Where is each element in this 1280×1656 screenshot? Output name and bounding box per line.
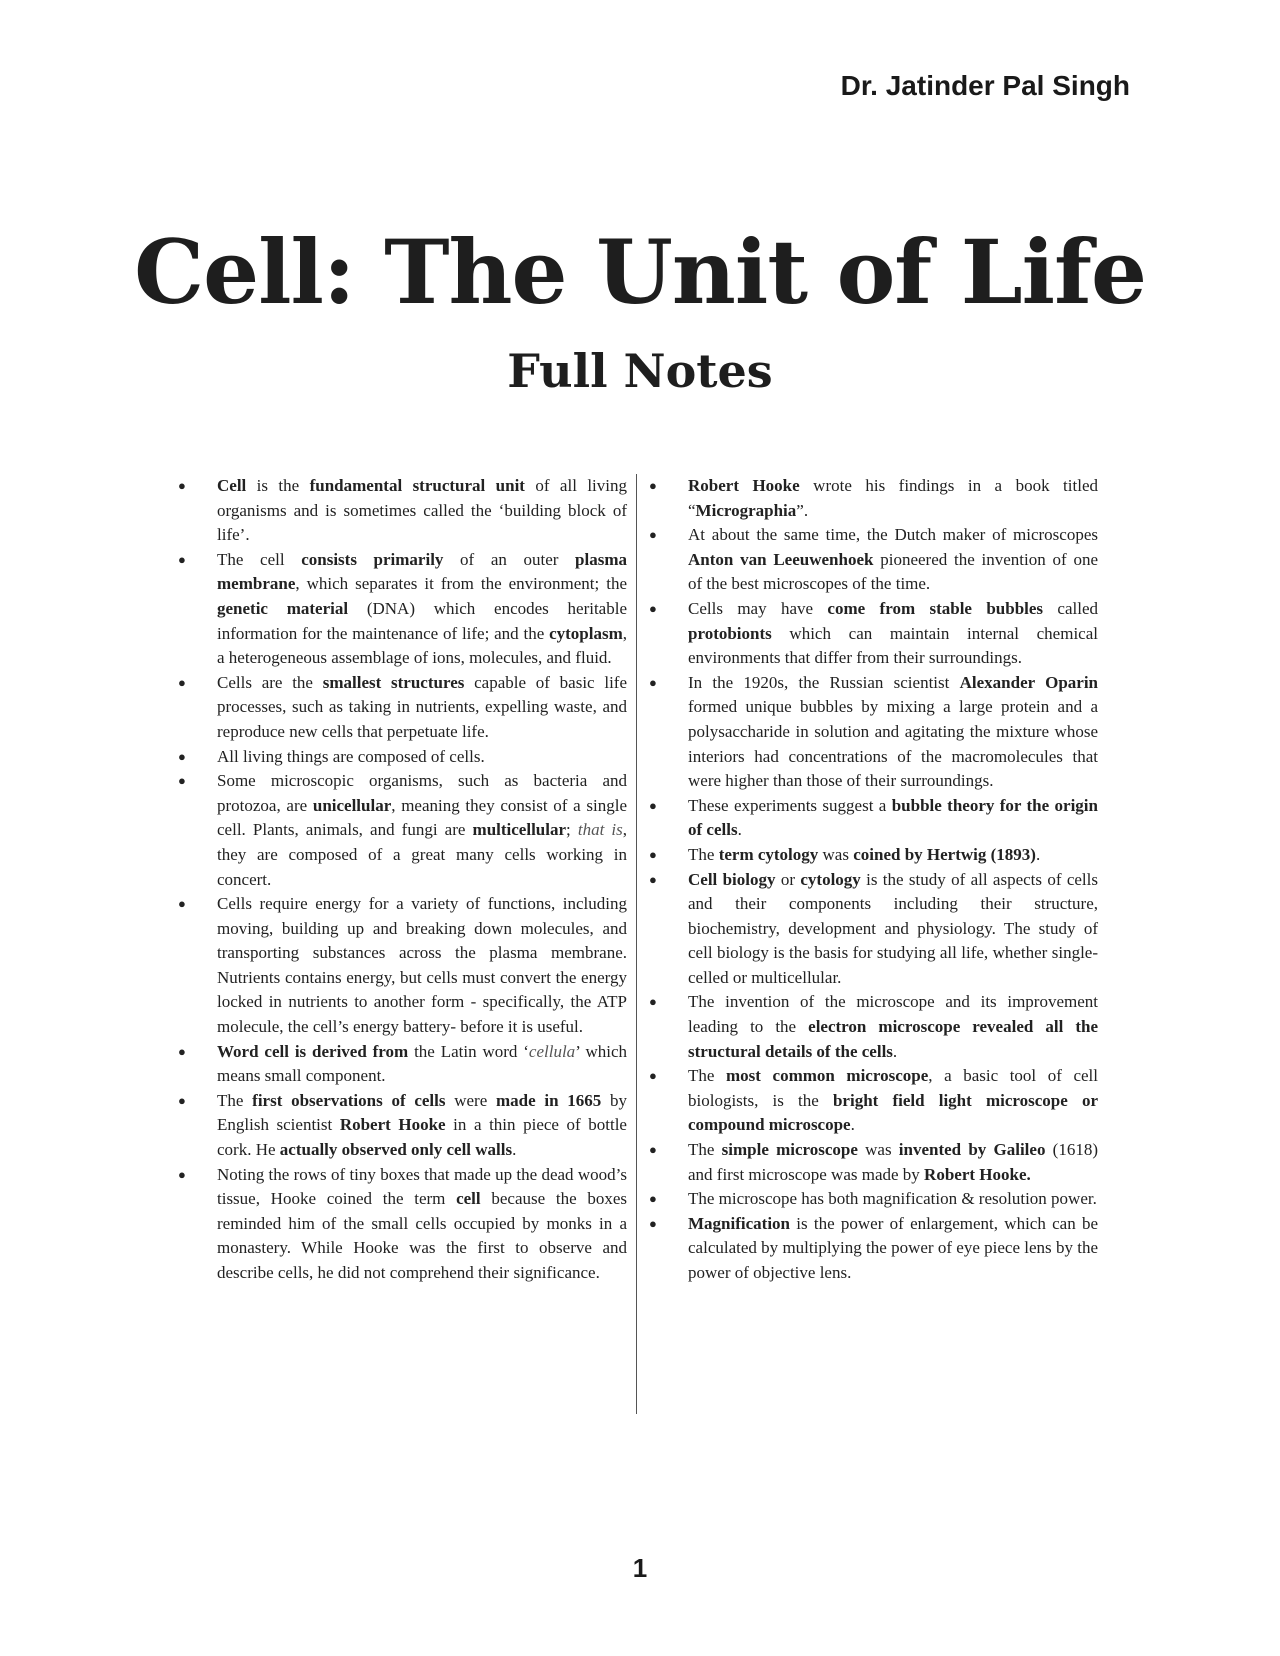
bold-term: Anton van Leeuwenhoek <box>688 549 874 569</box>
bold-term: made in 1665 <box>495 1090 602 1110</box>
bullet-icon: ● <box>178 773 186 789</box>
bold-term: Robert Hooke <box>688 476 800 495</box>
note-item: ● Some microscopic organisms, such as bacteria and protozoa, are unicellular, meaning they consist of a single cell. Plants, animals, and fungi are multicellular; that is, they are composed of a great many cells working in concert. <box>178 771 627 889</box>
note-item: ● The simple microscope was invented by Galileo (1618) and first microscope was made by Robert Hooke. <box>649 1140 1098 1184</box>
note-item: ● Cells may have come from stable bubbles called protobionts which can maintain internal chemical environments that differ from their surroundings. <box>649 598 1098 668</box>
bold-term: most common microscope <box>726 1066 929 1086</box>
bullet-icon: ● <box>649 674 657 690</box>
bold-term: fundamental structural unit <box>309 476 525 495</box>
bullet-icon: ● <box>649 1215 657 1231</box>
bold-term: Alexander Oparin <box>959 672 1098 692</box>
author-name: Dr. Jatinder Pal Singh <box>840 70 1130 101</box>
bold-term: simple microscope <box>721 1140 858 1160</box>
bullet-icon: ● <box>649 797 657 813</box>
right-column-notes <box>646 474 1098 1286</box>
bold-term: electron microscope revealed all the structural details of the cells <box>688 1017 1099 1061</box>
bullet-icon: ● <box>178 1166 186 1182</box>
bullet-icon: ● <box>178 896 186 912</box>
bullet-icon: ● <box>649 994 657 1010</box>
bold-term: Robert Hooke. <box>924 1164 1031 1184</box>
bold-term: actually observed only cell walls <box>279 1140 513 1160</box>
note-item: ● Robert Hooke wrote his findings in a book titled “Micrographia”. <box>649 476 1098 520</box>
note-item: ● Cell biology or cytology is the study of all aspects of cells and their components including their structure, biochemistry, development and physiology. The study of cell biology is the basis for studying all life, whether single-celled or multicellular. <box>649 869 1098 987</box>
note-item: ● The microscope has both magnification & resolution power. <box>646 1187 1098 1212</box>
bold-term: term cytology <box>718 844 819 864</box>
bullet-icon: ● <box>649 846 657 862</box>
bold-term: cell <box>456 1189 481 1209</box>
bullet-icon: ● <box>649 600 657 616</box>
bold-term: unicellular <box>312 795 392 815</box>
bold-term: coined by Hertwig (1893) <box>853 844 1036 864</box>
bold-term: cytoplasm <box>549 623 623 643</box>
note-item: ● Cell is the fundamental structural unit of all living organisms and is sometimes called the ‘building block of life’. <box>178 476 627 545</box>
bullet-icon: ● <box>178 1092 186 1108</box>
note-item: ● Magnification is the power of enlargement, which can be calculated by multiplying the power of eye piece lens by the power of objective lens. <box>649 1213 1098 1282</box>
bold-term: invented by Galileo <box>898 1140 1046 1160</box>
note-item: ● At about the same time, the Dutch maker of microscopes Anton van Leeuwenhoek pioneered the invention of one of the best microscopes of the time. <box>649 525 1098 594</box>
bold-term: plasma membrane <box>217 549 628 594</box>
bold-term: smallest structures <box>322 672 465 692</box>
italic-term: cellula <box>528 1041 576 1061</box>
note-item: ● The cell consists primarily of an outer plasma membrane, which separates it from the environment; the genetic material (DNA) which encodes heritable information for the maintenance of life; and the cytoplasm, a heterogeneous assemblage of ions, molecules, and fluid. <box>178 549 628 668</box>
page-number: 1 <box>632 1553 648 1583</box>
bold-term: Cell <box>217 476 247 495</box>
bold-term: multicellular <box>472 820 567 840</box>
bullet-icon: ● <box>649 1068 657 1084</box>
left-column-notes <box>175 474 627 1286</box>
italic-term: that is <box>577 820 623 840</box>
note-item: ● The first observations of cells were made in 1665 by English scientist Robert Hooke in a thin piece of bottle cork. He actually observed only cell walls. <box>178 1090 628 1160</box>
note-item: ● These experiments suggest a bubble theory for the origin of cells. <box>649 795 1098 840</box>
note-item: ● The invention of the microscope and its improvement leading to the electron microscope revealed all the structural details of the cells. <box>649 992 1099 1061</box>
note-item: ● The term cytology was coined by Hertwig (1893). <box>646 843 1098 868</box>
bold-term: Robert Hooke <box>339 1115 446 1135</box>
bold-term: Word cell is derived from <box>217 1041 409 1061</box>
bold-term: cytology <box>800 869 861 889</box>
bullet-icon: ● <box>178 478 186 493</box>
note-item: ● All living things are composed of cells. <box>175 745 627 770</box>
note-item: ● Noting the rows of tiny boxes that made up the dead wood’s tissue, Hooke coined the term cell because the boxes reminded him of the small cells occupied by monks in a monastery. While Hooke was the first to observe and describe cells, he did not comprehend their significance. <box>178 1164 628 1282</box>
bullet-icon: ● <box>649 527 657 543</box>
note-item: ● In the 1920s, the Russian scientist Alexander Oparin formed unique bubbles by mixing a large protein and a polysaccharide in solution and agitating the mixture whose interiors had concentrations of the macromolecules that were higher than those of their surroundings. <box>649 672 1098 791</box>
bold-term: genetic material <box>217 598 349 618</box>
bold-term: bubble theory for the origin of cells <box>688 795 1098 840</box>
bold-term: first observations of cells <box>252 1090 446 1110</box>
bold-term: Micrographia <box>695 500 797 520</box>
note-item: ● The most common microscope, a basic tool of cell biologists, is the bright field light microscope or compound microscope. <box>649 1066 1099 1135</box>
bold-term: bright field light microscope or compound microscope <box>688 1090 1098 1135</box>
bullet-icon: ● <box>178 748 186 764</box>
bold-term: consists primarily <box>301 549 444 569</box>
bold-term: Magnification <box>688 1213 790 1233</box>
column-divider <box>636 474 637 1414</box>
bullet-icon: ● <box>178 674 186 690</box>
note-item: ● Cells are the smallest structures capable of basic life processes, such as taking in nutrients, expelling waste, and reproduce new cells that perpetuate life. <box>178 672 627 741</box>
bold-term: come from stable bubbles <box>827 598 1044 618</box>
bullet-icon: ● <box>649 1142 657 1158</box>
page-subtitle: Full Notes <box>507 344 773 398</box>
bold-term: Cell biology <box>688 869 776 889</box>
bullet-icon: ● <box>649 871 657 887</box>
bullet-icon: ● <box>649 478 657 493</box>
note-item: ● Cells require energy for a variety of functions, including moving, building up and breaking down molecules, and transporting substances across the plasma membrane. Nutrients contains energy, but cells must convert the energy locked in nutrients to another form - specifically, the ATP molecule, the cell’s energy battery- before it is useful. <box>178 894 627 1037</box>
bullet-icon: ● <box>649 1191 657 1207</box>
bullet-icon: ● <box>178 551 186 567</box>
page-title: Cell: The Unit of Life <box>134 220 1146 324</box>
bold-term: protobionts <box>688 623 772 643</box>
note-item: ● Word cell is derived from the Latin word ‘cellula’ which means small component. <box>178 1041 627 1086</box>
bullet-icon: ● <box>178 1043 186 1059</box>
